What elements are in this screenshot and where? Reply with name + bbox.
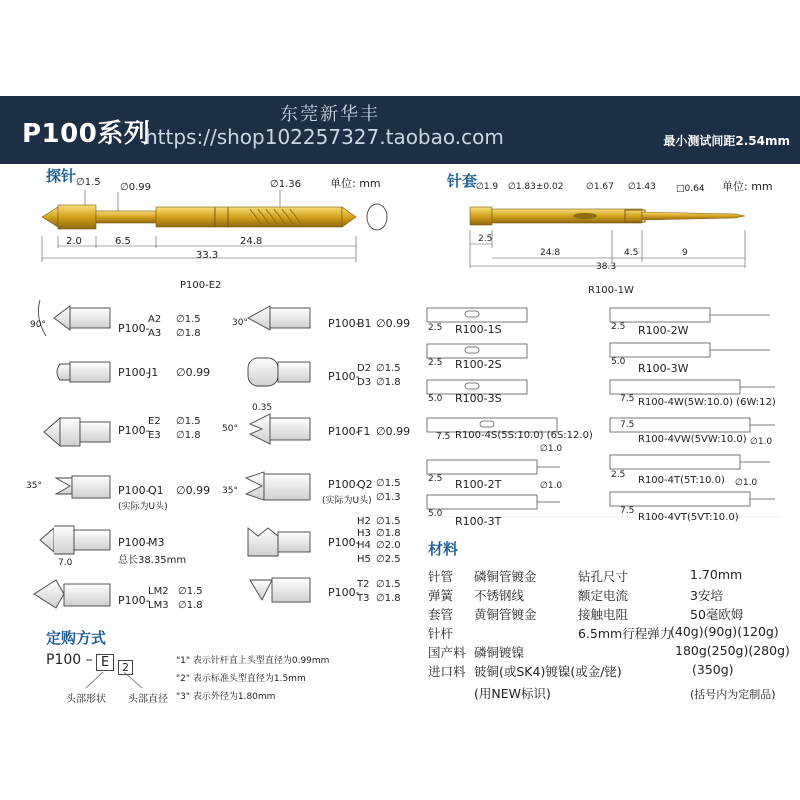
tip-h-sub-4: H5	[357, 554, 371, 565]
tip-b-prefix: P100-	[328, 317, 360, 330]
mat-row-1-v2: 1.70mm	[690, 567, 743, 582]
tip-f-extra: 0.35	[252, 403, 273, 413]
probe-dim-l1: 2.0	[66, 236, 82, 247]
socket-dim-d2: ∅1.83±0.02	[508, 182, 564, 192]
mat-custom-note: (括号内为定制品)	[690, 688, 776, 701]
min-pitch-label: 最小测试间距2.54mm	[663, 134, 790, 148]
tip-t-sub-1: T2	[357, 579, 370, 590]
mat-row-6-k: 进口料	[428, 664, 466, 679]
mat-row-3-v: 黄铜管镀金	[474, 607, 537, 622]
probe-dim-d1: ∅1.5	[76, 177, 101, 188]
tip-q1-prefix: P100-	[118, 484, 150, 497]
tip-t-dia-2: ∅1.8	[376, 593, 401, 604]
order-head-label: 头部形状	[66, 694, 106, 705]
socket-left-2-label: R100-2S	[455, 358, 502, 371]
tip-lm-dia-1: ∅1.5	[178, 586, 203, 597]
socket-right-4-label: R100-4VW(5VW:10.0)	[638, 434, 747, 445]
tip-q2-note: (实际为U头)	[322, 496, 372, 506]
socket-dim-l5: 38.3	[596, 262, 617, 272]
order-note-2: "2" 表示标准头型直径为1.5mm	[176, 674, 306, 684]
socket-right-6-label: R100-4VT(5VT:10.0)	[638, 512, 739, 523]
tip-m-prefix: P100-	[118, 536, 150, 549]
tip-a-sub-1: A2	[148, 314, 162, 325]
tip-d-sub-2: D3	[357, 377, 372, 388]
socket-model-label: R100-1W	[588, 285, 634, 296]
mat-row-3-k: 套管	[428, 607, 454, 622]
tip-h-dia-2: ∅1.8	[376, 528, 401, 539]
socket-dim-l2: 24.8	[540, 248, 561, 258]
tip-q1-angle: 35°	[26, 481, 42, 491]
socket-right-4-tip: ∅1.0	[750, 437, 773, 447]
socket-right-6-dim: 7.5	[620, 506, 635, 516]
mat-new-note: (用NEW标识)	[474, 686, 551, 701]
socket-right-5-tip: ∅1.0	[735, 478, 758, 488]
tip-lm-prefix: P100-	[118, 594, 150, 607]
tip-t-sub-2: T3	[357, 593, 370, 604]
order-dia-code: 2	[118, 660, 133, 675]
mat-row-4-k: 针杆	[428, 626, 454, 641]
tip-j-sub: J1	[148, 366, 159, 379]
tip-m-note: 总长38.35mm	[118, 555, 187, 566]
tip-lm-sub-2: LM3	[148, 600, 169, 611]
socket-left-3-dim: 5.0	[428, 394, 443, 404]
socket-left-6-dim: 5.0	[428, 509, 443, 519]
tip-lm-sub-1: LM2	[148, 586, 169, 597]
tip-q1-note: (实际为U头)	[118, 502, 168, 512]
socket-left-4-label: R100-4S(5S:10.0) (6S:12.0)	[455, 430, 593, 441]
tip-a-sub-2: A3	[148, 328, 162, 339]
mat-row-1-v: 磷铜管镀金	[474, 569, 537, 584]
tip-e-sub-1: E2	[148, 416, 161, 427]
socket-left-5-label: R100-2T	[455, 478, 502, 491]
tip-j-prefix: P100-	[118, 366, 150, 379]
socket-dim-d3: ∅1.67	[586, 182, 614, 192]
socket-right-3-label: R100-4W(5W:10.0) (6W:12)	[638, 397, 776, 408]
socket-right-1-label: R100-2W	[638, 324, 689, 337]
tip-h-dia-1: ∅1.5	[376, 516, 401, 527]
probe-dim-d3: ∅1.36	[270, 179, 301, 190]
tip-q2-prefix: P100-	[328, 478, 360, 491]
tip-q1-dia: ∅0.99	[176, 484, 211, 497]
tip-h-sub-1: H2	[357, 516, 371, 527]
socket-left-1-dim: 2.5	[428, 323, 443, 333]
mat-row-2-v: 不锈钢线	[474, 588, 525, 603]
tip-f-sub: F1	[357, 425, 371, 438]
socket-left-1-label: R100-1S	[455, 323, 502, 336]
mat-row-3-k2: 接触电阻	[578, 607, 629, 622]
tip-h-sub-2: H3	[357, 528, 371, 539]
tip-a-dia-1: ∅1.5	[176, 314, 201, 325]
probe-dim-d2: ∅0.99	[120, 182, 151, 193]
socket-left-5-tip: ∅1.0	[540, 444, 563, 454]
tip-d-prefix: P100-	[328, 370, 360, 383]
mat-row-5-k: 国产料	[428, 645, 466, 660]
probe-dim-l2: 6.5	[115, 236, 131, 247]
tip-m-sub: M3	[148, 536, 165, 549]
socket-right-5-dim: 2.5	[611, 470, 626, 480]
socket-left-5-dim: 2.5	[428, 474, 443, 484]
tip-h-prefix: P100-	[328, 536, 360, 549]
order-note-3: "3" 表示外径为1.80mm	[176, 692, 276, 702]
socket-dim-d5: □0.64	[676, 184, 705, 194]
tip-h-dia-3: ∅2.0	[376, 540, 401, 551]
tip-q1-sub: Q1	[148, 484, 164, 497]
tip-q2-dia-1: ∅1.5	[376, 478, 401, 489]
tip-e-dia-2: ∅1.8	[176, 430, 201, 441]
order-head-code: E	[96, 654, 114, 671]
socket-section-title: 针套	[447, 172, 478, 190]
tip-f-dia: ∅0.99	[376, 425, 411, 438]
socket-left-3-label: R100-3S	[455, 392, 502, 405]
socket-right-4-dim: 7.5	[620, 420, 635, 430]
mat-row-2-k2: 额定电流	[578, 588, 629, 603]
tip-q2-sub: Q2	[357, 478, 373, 491]
socket-dim-d4: ∅1.43	[628, 182, 656, 192]
socket-right-2-dim: 5.0	[611, 357, 626, 367]
tip-d-dia-2: ∅1.8	[376, 377, 401, 388]
mat-row-5-v: 磷铜镀镍	[474, 645, 525, 660]
tip-h-sub-3: H4	[357, 540, 371, 551]
socket-dim-l1: 2.5	[478, 234, 493, 244]
socket-dim-l4: 9	[682, 248, 688, 258]
tip-e-dia-1: ∅1.5	[176, 416, 201, 427]
socket-right-1-dim: 2.5	[611, 322, 626, 332]
shop-url-watermark[interactable]: https://shop102257327.taobao.com	[145, 125, 504, 149]
tip-f-angle: 50°	[222, 424, 238, 434]
mat-row-4-k2: 6.5mm行程弹力	[578, 626, 673, 641]
tip-e-prefix: P100-	[118, 424, 150, 437]
socket-dim-d1: ∅1.9	[476, 182, 499, 192]
tip-d-sub-1: D2	[357, 363, 372, 374]
tip-a-dia-2: ∅1.8	[176, 328, 201, 339]
tip-b-dia: ∅0.99	[376, 317, 411, 330]
materials-section-title: 材料	[428, 540, 459, 558]
tip-t-prefix: P100-	[328, 586, 360, 599]
mat-row-2-k: 弹簧	[428, 588, 454, 603]
order-dia-label: 头部直径	[128, 694, 168, 705]
probe-dim-l3: 24.8	[240, 236, 263, 247]
tip-lm-dia-2: ∅1.8	[178, 600, 203, 611]
socket-right-5-label: R100-4T(5T:10.0)	[638, 475, 725, 486]
mat-row-6-v2: (350g)	[692, 662, 734, 677]
mat-row-6-v: 铍铜(或SK4)镀镍(或金/铑)	[474, 664, 622, 679]
socket-dim-l3: 4.5	[624, 248, 639, 258]
mat-row-5-v2: 180g(250g)(280g)	[675, 643, 790, 658]
mat-row-3-v2: 50毫欧姆	[690, 607, 744, 622]
page-title: P100系列	[22, 119, 151, 149]
socket-right-2-label: R100-3W	[638, 362, 689, 375]
tip-t-dia-1: ∅1.5	[376, 579, 401, 590]
order-prefix: P100 –	[46, 652, 93, 668]
shop-name-watermark: 东莞新华丰	[280, 104, 380, 125]
tip-j-dia: ∅0.99	[176, 366, 211, 379]
tip-b-angle: 30°	[232, 318, 248, 328]
socket-left-6-tip: ∅1.0	[540, 481, 563, 491]
tip-h-dia-4: ∅2.5	[376, 554, 401, 565]
tip-b-sub: B1	[357, 317, 372, 330]
tip-e-sub-2: E3	[148, 430, 161, 441]
probe-model-label: P100-E2	[180, 280, 222, 291]
socket-right-3-dim: 7.5	[620, 394, 635, 404]
mat-row-1-k: 针管	[428, 569, 454, 584]
tip-q2-angle: 35°	[222, 486, 238, 496]
socket-left-4-dim: 7.5	[436, 432, 451, 442]
tip-a-angle: 90°	[30, 320, 46, 330]
socket-unit-label: 单位: mm	[722, 180, 773, 193]
order-section-title: 定购方式	[46, 629, 107, 647]
probe-dim-l4: 33.3	[196, 250, 219, 261]
tip-d-dia-1: ∅1.5	[376, 363, 401, 374]
tip-f-prefix: P100-	[328, 425, 360, 438]
mat-row-1-k2: 钻孔尺寸	[578, 569, 629, 584]
tip-q2-dia-2: ∅1.3	[376, 492, 401, 503]
mat-row-4-v2: (40g)(90g)(120g)	[670, 624, 779, 639]
probe-unit-label: 单位: mm	[330, 177, 381, 190]
mat-row-2-v2: 3安培	[690, 588, 723, 603]
probe-section-title: 探针	[46, 167, 77, 185]
socket-left-2-dim: 2.5	[428, 358, 443, 368]
order-note-1: "1" 表示针杆直上头型直径为0.99mm	[176, 656, 330, 666]
tip-a-prefix: P100-	[118, 322, 150, 335]
tip-m-len: 7.0	[58, 558, 73, 568]
socket-left-6-label: R100-3T	[455, 515, 502, 528]
